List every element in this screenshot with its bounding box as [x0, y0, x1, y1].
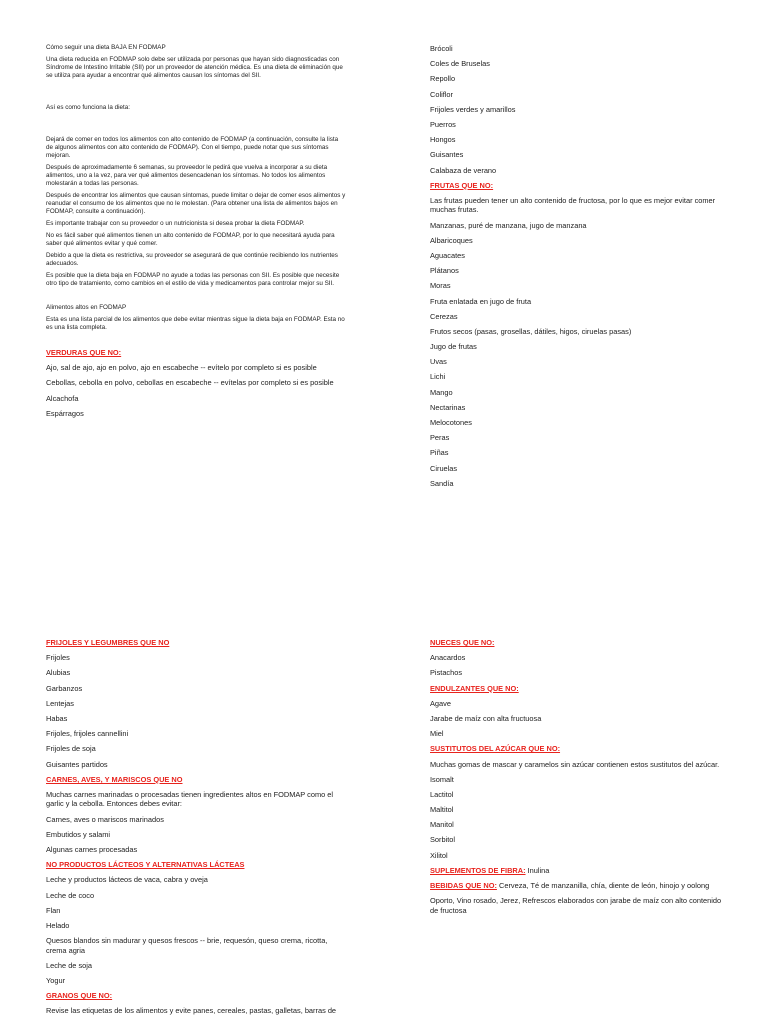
list-item: Mango [430, 387, 453, 397]
fibra-line [430, 866, 730, 876]
fibra-heading: SUPLEMENTOS DE FIBRA: [430, 865, 526, 875]
list-item: Muchas gomas de mascar y caramelos sin azúcar contienen estos sustitutos del azúcar. [430, 759, 720, 769]
list-item: Helado [46, 920, 70, 930]
list-item: Maltitol [430, 805, 454, 815]
lacteos-heading: NO PRODUCTOS LÁCTEOS Y ALTERNATIVAS LÁCTEAS [46, 860, 245, 870]
list-item: Agave [430, 698, 451, 708]
list-item: Peras [430, 433, 450, 443]
list-item: Albaricoques [430, 235, 473, 245]
frutas-heading: FRUTAS QUE NO: [430, 180, 494, 190]
list-item: Garbanzos [46, 683, 83, 693]
fibra-text: Inulina [525, 865, 550, 875]
list-item: Cebollas, cebolla en polvo, cebollas en escabeche -- evítelas por completo si es posible [46, 378, 334, 388]
list-item: Brócoli [430, 44, 453, 53]
bebidas-text: Cerveza, Té de manzanilla, chía, diente de león, hinojo y oolong [496, 881, 710, 890]
paragraph: Después de aproximadamente 6 semanas, su proveedor le pedirá que vuelva a incorporar a su dieta alimentos, uno a la vez, para ver qué alimentos desencadenan los síntomas. No todos los alimentos molestarán a todas las personas. [46, 164, 328, 187]
frijoles-heading: FRIJOLES Y LEGUMBRES QUE NO [46, 638, 170, 647]
list-item: Muchas carnes marinadas o procesadas tienen ingredientes altos en FODMAP como el garlic y la cebolla. Entonces debes evitar: [46, 789, 334, 809]
list-item: Calabaza de verano [430, 165, 497, 175]
list-item: Piñas [430, 448, 449, 458]
list-item: Yogur [46, 975, 66, 985]
paragraph: Es importante trabajar con su proveedor o un nutricionista si desea probar la dieta FODMAP. [46, 220, 305, 227]
bebidas-heading: BEBIDAS QUE NO: [430, 881, 497, 890]
list-item: Frijoles de soja [46, 744, 96, 754]
list-item: Repollo [430, 74, 456, 84]
list-item: Anacardos [430, 653, 466, 663]
list-item: Ajo, sal de ajo, ajo en polvo, ajo en escabeche -- evítelo por completo si es posible [46, 363, 317, 373]
list-item: Leche de soja [46, 960, 93, 970]
list-item: Lichi [430, 372, 446, 382]
list-item: Alcachofa [46, 393, 79, 403]
list-item: Flan [46, 905, 61, 915]
carnes-heading: CARNES, AVES, Y MARISCOS QUE NO [46, 774, 183, 784]
paragraph: Es posible que la dieta baja en FODMAP no ayude a todas las personas con SII. Es posible que necesite otro tipo de tratamiento, como cambios en el estilo de vida y medicamentos para controlar mejor su SII. [46, 272, 340, 287]
list-item: Melocotones [430, 418, 472, 427]
nueces-heading: NUECES QUE NO: [430, 638, 495, 647]
paragraph: No es fácil saber qué alimentos tienen un alto contenido de FODMAP, por lo que necesitará ayuda para saber qué alimentos evitar y qué comer. [46, 232, 335, 247]
how-it-works: Así es como funciona la dieta: [46, 104, 131, 111]
list-item: Nectarinas [430, 402, 466, 412]
list-item: Xilitol [430, 850, 448, 860]
bebidas-line [430, 881, 730, 891]
paragraph: Debido a que la dieta es restrictiva, su proveedor se asegurará de que continúe recibiendo los nutrientes adecuados. [46, 252, 338, 267]
list-item: Embutidos y salami [46, 829, 111, 839]
verduras-heading: VERDURAS QUE NO: [46, 348, 122, 357]
list-item: Leche de coco [46, 890, 95, 900]
list-item: Plátanos [430, 266, 459, 276]
granos-heading: GRANOS QUE NO: [46, 991, 113, 1001]
list-item: Carnes, aves o mariscos marinados [46, 814, 164, 824]
list-item: Leche y productos lácteos de vaca, cabra y oveja [46, 875, 208, 885]
list-item: Alubias [46, 668, 71, 678]
list-item: Frijoles [46, 653, 70, 663]
list-item: Revise las etiquetas de los alimentos y evite panes, cereales, pastas, galletas, barras de [46, 1006, 337, 1016]
list-item: Moras [430, 281, 451, 291]
list-item: Cerezas [430, 311, 458, 321]
list-item: Guisantes [430, 150, 464, 160]
list-item: Miel [430, 729, 444, 739]
intro-column [46, 44, 346, 424]
list-item: Habas [46, 713, 68, 723]
list-item: Lentejas [46, 698, 74, 708]
endulzantes-heading: ENDULZANTES QUE NO: [430, 683, 519, 693]
list-item: Pistachos [430, 668, 463, 678]
intro-paragraph: Una dieta reducida en FODMAP solo debe ser utilizada por personas que hayan sido diagnosticadas con Síndrome de Intestino Irritable (SII) por un proveedor de atención médica. Es una dieta de eliminación que se utiliza para ayudar a encontrar qué alimentos causan los síntomas del SII. [46, 56, 343, 79]
list-item: Uvas [430, 357, 447, 367]
paragraph: Dejará de comer en todos los alimentos con alto contenido de FODMAP (a continuación, consulte la lista de algunos alimentos con alto contenido de FODMAP). Con el tiempo, puede notar que sus síntomas mejoran. [46, 136, 339, 159]
list-item: Manitol [430, 820, 454, 830]
list-item: Fruta enlatada en jugo de fruta [430, 296, 532, 306]
fruits-column [430, 44, 730, 494]
list-item: Guisantes partidos [46, 759, 108, 769]
list-item: Espárragos [46, 408, 84, 418]
list-item: Jarabe de maíz con alta fructuosa [430, 713, 542, 723]
list-item: Quesos blandos sin madurar y quesos frescos -- brie, requesón, queso crema, ricotta, crema agria [46, 936, 328, 955]
list-item: Frutos secos (pasas, grosellas, dátiles, higos, ciruelas pasas) [430, 326, 632, 336]
list-item: Hongos [430, 135, 456, 145]
list-item: Coles de Bruselas [430, 59, 490, 69]
doc-title: Cómo seguir una dieta BAJA EN FODMAP [46, 44, 166, 51]
list-item: Manzanas, puré de manzana, jugo de manzana [430, 220, 587, 230]
list-item: Sorbitol [430, 835, 456, 845]
list-item: Coliflor [430, 89, 453, 99]
list-item: Algunas carnes procesadas [46, 844, 138, 854]
nuts-sweeteners-column [430, 638, 730, 921]
high-fodmap-title: Alimentos altos en FODMAP [46, 304, 127, 311]
paragraph: Después de encontrar los alimentos que causan síntomas, puede limitar o dejar de comer esos alimentos y reanudar el consumo de los alimentos que no le molestan. (Para obtener una lista de alimentos bajos en FODMAP, consulte a continuación). [46, 192, 346, 215]
list-item: Puerros [430, 119, 456, 129]
sustitutos-heading: SUSTITUTOS DEL AZÚCAR QUE NO: [430, 744, 561, 754]
list-item: Isomalt [430, 774, 454, 784]
list-item: Sandía [430, 478, 454, 488]
high-fodmap-intro: Esta es una lista parcial de los alimentos que debe evitar mientras sigue la dieta baja en FODMAP. Esta no es una lista completa. [46, 316, 345, 331]
beans-meat-dairy-column [46, 638, 346, 1022]
list-item: Lactitol [430, 789, 454, 799]
list-item: Aguacates [430, 250, 465, 260]
list-item: Las frutas pueden tener un alto contenido de fructosa, por lo que es mejor evitar comer muchas frutas. [430, 195, 716, 215]
list-item: Frijoles verdes y amarillos [430, 104, 516, 114]
list-item: Jugo de frutas [430, 342, 477, 352]
list-item: Ciruelas [430, 463, 458, 473]
list-item: Oporto, Vino rosado, Jerez, Refrescos elaborados con jarabe de maíz con alto contenido de fructosa [430, 896, 722, 915]
list-item: Frijoles, frijoles cannellini [46, 729, 129, 739]
